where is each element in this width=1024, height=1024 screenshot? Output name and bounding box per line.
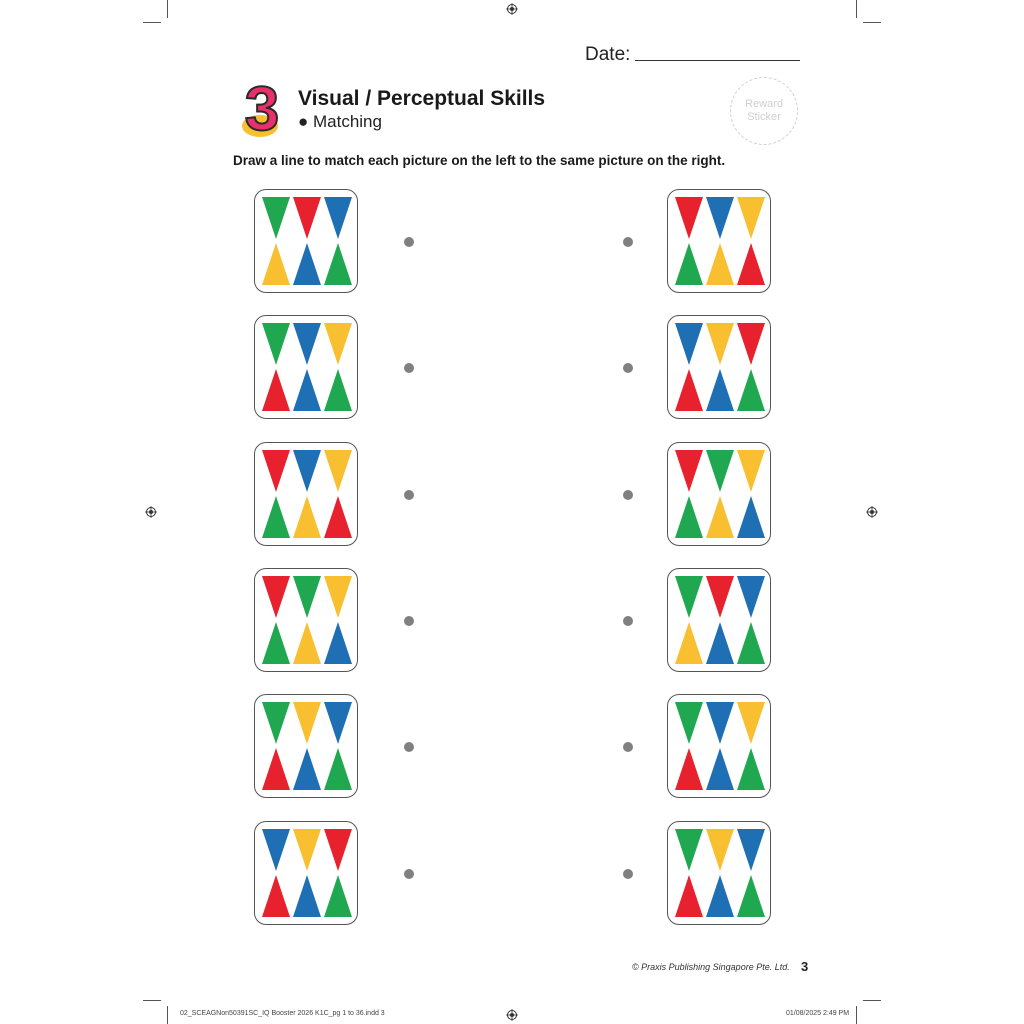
right-picture-card xyxy=(667,821,771,925)
triangle-up-icon xyxy=(675,748,703,790)
crop-mark xyxy=(863,22,881,23)
triangle-up-icon xyxy=(324,496,352,538)
triangle-down-icon xyxy=(293,323,321,365)
triangle-up-icon xyxy=(706,496,734,538)
triangle-up-icon xyxy=(324,243,352,285)
triangle-up-icon xyxy=(675,496,703,538)
triangle-up-icon xyxy=(293,622,321,664)
triangle-down-icon xyxy=(737,576,765,618)
page-number: 3 xyxy=(801,959,809,974)
triangle-down-icon xyxy=(262,576,290,618)
page-subtitle: ● Matching xyxy=(298,112,382,131)
right-match-dot[interactable] xyxy=(623,237,633,247)
triangle-down-icon xyxy=(706,829,734,871)
triangle-up-icon xyxy=(324,622,352,664)
triangle-up-icon xyxy=(737,622,765,664)
triangle-down-icon xyxy=(675,702,703,744)
crop-mark xyxy=(143,22,161,23)
triangle-up-icon xyxy=(262,369,290,411)
sticker-label: Sticker xyxy=(747,111,781,123)
section-number-badge xyxy=(238,76,284,140)
date-field xyxy=(585,44,801,66)
crop-mark xyxy=(143,1000,161,1001)
triangle-down-icon xyxy=(262,323,290,365)
triangle-up-icon xyxy=(293,748,321,790)
triangle-down-icon xyxy=(706,197,734,239)
triangle-up-icon xyxy=(706,622,734,664)
right-picture-card xyxy=(667,189,771,293)
triangle-down-icon xyxy=(262,702,290,744)
date-label: Date: xyxy=(585,44,631,65)
triangle-down-icon xyxy=(324,829,352,871)
section-number: 3 xyxy=(244,76,280,140)
triangle-up-icon xyxy=(706,369,734,411)
triangle-down-icon xyxy=(262,450,290,492)
triangle-up-icon xyxy=(675,875,703,917)
triangle-down-icon xyxy=(706,323,734,365)
left-picture-card xyxy=(254,568,358,672)
left-picture-card xyxy=(254,821,358,925)
left-match-dot[interactable] xyxy=(404,869,414,879)
triangle-up-icon xyxy=(262,875,290,917)
triangle-up-icon xyxy=(737,748,765,790)
triangle-down-icon xyxy=(737,450,765,492)
triangle-down-icon xyxy=(737,323,765,365)
triangle-up-icon xyxy=(737,369,765,411)
triangle-up-icon xyxy=(262,496,290,538)
crop-mark xyxy=(856,1006,857,1024)
triangle-down-icon xyxy=(737,197,765,239)
left-match-dot[interactable] xyxy=(404,742,414,752)
triangle-down-icon xyxy=(675,197,703,239)
triangle-up-icon xyxy=(293,243,321,285)
triangle-down-icon xyxy=(324,197,352,239)
right-match-dot[interactable] xyxy=(623,616,633,626)
triangle-down-icon xyxy=(293,197,321,239)
triangle-down-icon xyxy=(737,829,765,871)
triangle-down-icon xyxy=(293,450,321,492)
date-write-line xyxy=(635,60,800,61)
triangle-down-icon xyxy=(737,702,765,744)
crop-mark xyxy=(167,0,168,18)
triangle-down-icon xyxy=(324,450,352,492)
triangle-up-icon xyxy=(737,243,765,285)
triangle-up-icon xyxy=(293,496,321,538)
right-match-dot[interactable] xyxy=(623,363,633,373)
right-picture-card xyxy=(667,442,771,546)
left-picture-card xyxy=(254,189,358,293)
triangle-up-icon xyxy=(293,369,321,411)
registration-mark-icon xyxy=(506,1009,518,1021)
triangle-down-icon xyxy=(706,450,734,492)
left-picture-card xyxy=(254,442,358,546)
triangle-up-icon xyxy=(675,243,703,285)
triangle-up-icon xyxy=(324,875,352,917)
crop-mark xyxy=(863,1000,881,1001)
left-match-dot[interactable] xyxy=(404,616,414,626)
triangle-down-icon xyxy=(675,829,703,871)
triangle-down-icon xyxy=(675,323,703,365)
print-slug-file: 02_SCEAGNon50391SC_IQ Booster 2026 K1C_pg 1 to 36.indd 3 xyxy=(180,1010,385,1017)
left-picture-card xyxy=(254,694,358,798)
right-match-dot[interactable] xyxy=(623,742,633,752)
right-picture-card xyxy=(667,568,771,672)
triangle-up-icon xyxy=(737,496,765,538)
right-match-dot[interactable] xyxy=(623,490,633,500)
left-match-dot[interactable] xyxy=(404,363,414,373)
triangle-up-icon xyxy=(293,875,321,917)
triangle-up-icon xyxy=(324,369,352,411)
right-picture-card xyxy=(667,315,771,419)
triangle-down-icon xyxy=(293,829,321,871)
triangle-down-icon xyxy=(675,576,703,618)
triangle-down-icon xyxy=(262,829,290,871)
right-picture-card xyxy=(667,694,771,798)
triangle-up-icon xyxy=(706,748,734,790)
triangle-up-icon xyxy=(262,748,290,790)
triangle-up-icon xyxy=(675,369,703,411)
triangle-up-icon xyxy=(675,622,703,664)
triangle-down-icon xyxy=(706,702,734,744)
left-picture-card xyxy=(254,315,358,419)
left-match-dot[interactable] xyxy=(404,237,414,247)
triangle-up-icon xyxy=(324,748,352,790)
crop-mark xyxy=(167,1006,168,1024)
triangle-up-icon xyxy=(706,243,734,285)
triangle-down-icon xyxy=(706,576,734,618)
registration-mark-icon xyxy=(866,506,878,518)
triangle-up-icon xyxy=(706,875,734,917)
triangle-down-icon xyxy=(324,576,352,618)
triangle-down-icon xyxy=(324,323,352,365)
registration-mark-icon xyxy=(506,3,518,15)
triangle-up-icon xyxy=(737,875,765,917)
instruction-text: Draw a line to match each picture on the left to the same picture on the right. xyxy=(233,153,726,168)
triangle-down-icon xyxy=(293,576,321,618)
triangle-down-icon xyxy=(324,702,352,744)
copyright-text: © Praxis Publishing Singapore Pte. Ltd. xyxy=(632,962,790,972)
print-slug-date: 01/08/2025 2:49 PM xyxy=(786,1010,850,1017)
right-match-dot[interactable] xyxy=(623,869,633,879)
crop-mark xyxy=(856,0,857,18)
page-title: Visual / Perceptual Skills xyxy=(298,87,546,110)
left-match-dot[interactable] xyxy=(404,490,414,500)
triangle-down-icon xyxy=(293,702,321,744)
registration-mark-icon xyxy=(145,506,157,518)
triangle-down-icon xyxy=(675,450,703,492)
triangle-up-icon xyxy=(262,622,290,664)
triangle-down-icon xyxy=(262,197,290,239)
sticker-label: Reward xyxy=(745,98,783,110)
triangle-up-icon xyxy=(262,243,290,285)
reward-sticker-placeholder xyxy=(730,77,798,145)
